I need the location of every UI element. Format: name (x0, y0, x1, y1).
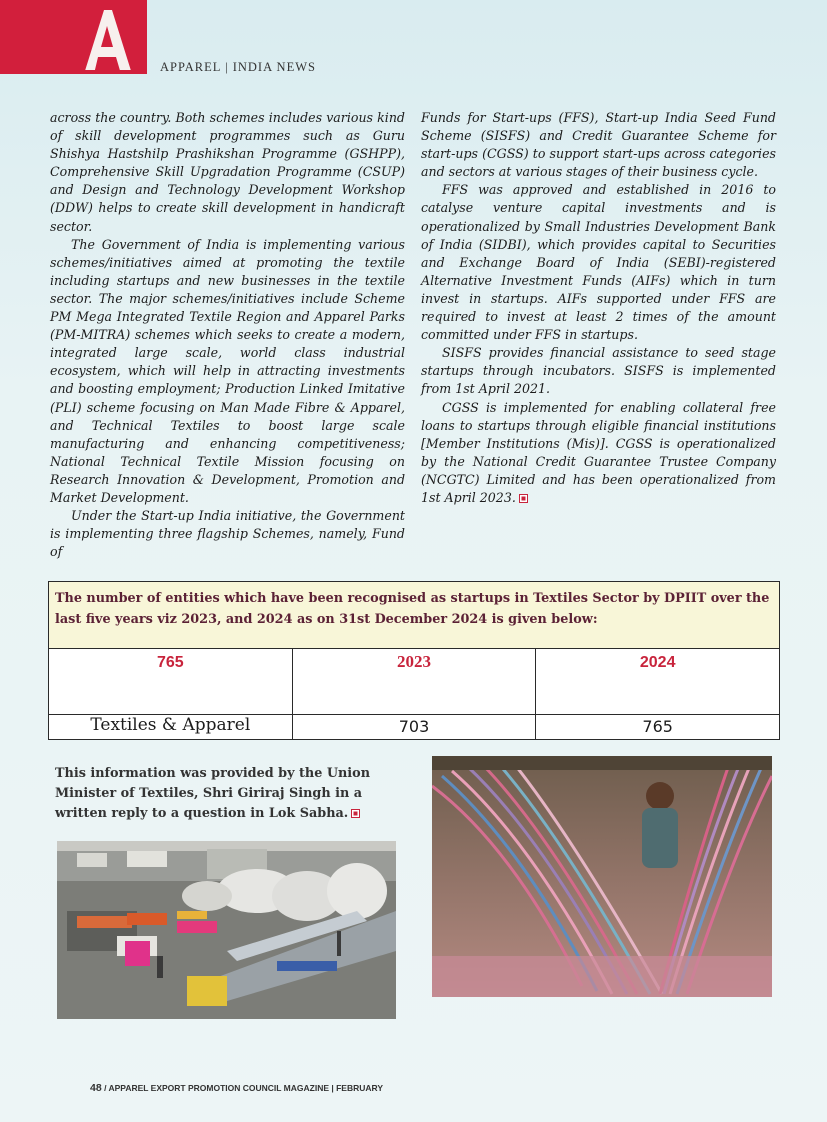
footer-text: / APPAREL EXPORT PROMOTION COUNCIL MAGAZINE | FEBRUARY (104, 1083, 384, 1093)
section-label: APPAREL | INDIA NEWS (160, 60, 316, 74)
end-mark-icon (351, 809, 360, 818)
page-footer (90, 1082, 383, 1094)
paragraph-last (421, 399, 776, 508)
paragraph: The Government of India is implementing various schemes/initiatives aimed at promoting the textile including startups and new businesses in the textile sector. The major schemes/initiatives include Scheme PM Mega Integrated Textile Region and Apparel Parks (PM-MITRA) schemes which seeks to create a modern, integrated large scale, world class industrial ecosystem, which will help in attracting investments and boosting employment; Production Linked Imitative (PLI) scheme focusing on Man Made Fibre & Apparel, and Technical Textiles to boost large scale manufacturing and enhancing competitiveness; National Technical Textile Mission focusing on Research Innovation & Development, Promotion and Market Development. (50, 236, 405, 505)
source-note (55, 764, 375, 824)
page-number: 48 (90, 1082, 102, 1094)
magazine-logo (0, 0, 147, 74)
table-cell-sector: Textiles & Apparel (49, 714, 293, 739)
article-right-column (421, 109, 776, 507)
table-header-cell: 765 (49, 648, 293, 714)
table-header-cell: 2024 (536, 648, 779, 714)
factory-floor-photo (57, 841, 396, 1019)
table-caption: The number of entities which have been recognised as startups in Textiles Sector by DPIIT over the last five years viz 2023, and 2024 as on 31st December 2024 is given below: (49, 582, 779, 648)
article-left-column (50, 109, 405, 561)
table-header-row (49, 648, 779, 714)
yarn-worker-photo (432, 756, 772, 997)
paragraph: SISFS provides financial assistance to seed stage startups through incubators. SISFS is implemented from 1st April 2021. (421, 345, 776, 397)
end-mark-icon (519, 494, 528, 503)
paragraph: Funds for Start-ups (FFS), Start-up India Seed Fund Scheme (SISFS) and Credit Guarantee Scheme for start-ups (CGSS) to support start-ups across categories and sectors at various stages of their business cycle. (421, 110, 776, 180)
source-note-text: This information was provided by the Union Minister of Textiles, Shri Giriraj Singh in a written reply to a question in Lok Sabha. (55, 766, 370, 821)
paragraph-text: CGSS is implemented for enabling collateral free loans to startups through eligible financial institutions [Member Institutions (Mis)]. CGSS is operationalized by the National Credit Guarantee Trustee Company (NCGTC) Limited and has been operationalized from 1st April 2023. (421, 399, 776, 505)
paragraph: across the country. Both schemes includes various kind of skill development programmes such as Guru Shishya Hastshilp Prashikshan Programme (GSHPP), Comprehensive Skill Upgradation Programme (CSUP) and Design and Technology Development Workshop (DDW) helps to create skill development in handicraft sector. (50, 110, 405, 234)
table-cell-2024: 765 (536, 714, 779, 739)
paragraph: Under the Start-up India initiative, the Government is implementing three flagship Schemes, namely, Fund of (50, 508, 405, 560)
table-header-cell: 2023 (293, 648, 537, 714)
table-cell-2023: 703 (293, 714, 537, 739)
startups-table (48, 581, 780, 740)
table-row (49, 714, 779, 739)
paragraph: FFS was approved and established in 2016 to catalyse venture capital investments and is operationalized by Small Industries Development Bank of India (SIDBI), which provides capital to Securities and Exchange Board of India (SEBI)-registered Alternative Investment Funds (AIFs) which in turn invest in startups. AIFs supported under FFS are required to invest at least 2 times of the amount committed under FFS in startups. (421, 182, 776, 343)
